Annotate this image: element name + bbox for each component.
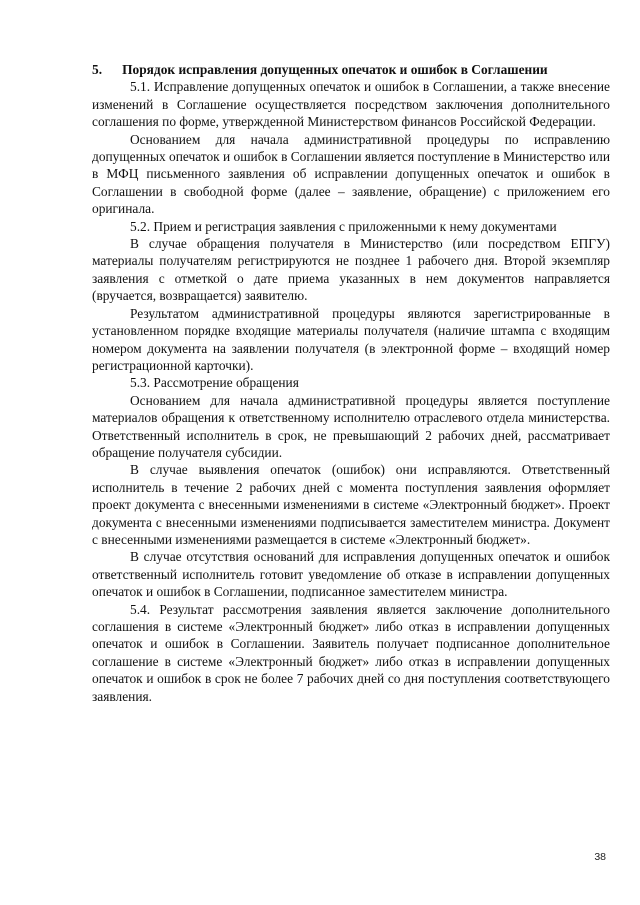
- paragraph-basis-start: Основанием для начала административной процедуры по исправлению допущенных опечаток и ошибок в Соглашении является поступление в Министерство или в МФЦ письменного заявления об исправлении допущенных опечаток и ошибок в Соглашении в свободной форме (далее – заявление, обращение) с приложением его оригинала.: [92, 131, 610, 217]
- paragraph-5-1: 5.1. Исправление допущенных опечаток и ошибок в Соглашении, а также внесение изменений в Соглашение осуществляется посредством заключения дополнительного соглашения по форме, утвержденной Министерством финансов Российской Федерации.: [92, 79, 610, 130]
- subheading-5-3: 5.3. Рассмотрение обращения: [130, 375, 299, 391]
- paragraph-refusal: В случае отсутствия оснований для исправления допущенных опечаток и ошибок ответственный исполнитель готовит уведомление об отказе в исправлении допущенных опечаток и ошибок в Соглашении, подписанное заместителем министра.: [92, 549, 610, 600]
- subheading-5-2: 5.2. Прием и регистрация заявления с приложенными к нему документами: [130, 218, 557, 234]
- page-number: 38: [594, 851, 606, 863]
- paragraph-registration-result: Результатом административной процедуры являются зарегистрированные в установленном порядке входящие материалы получателя (наличие штампа с входящим номером документа на заявлении получателя (в электронной форме – входящий номер регистрационной карточки).: [92, 305, 610, 373]
- section-heading: 5. Порядок исправления допущенных опечаток и ошибок в Соглашении: [92, 62, 548, 77]
- paragraph-review-basis: Основанием для начала административной процедуры является поступление материалов обращения к ответственному исполнителю отраслевого отдела министерства. Ответственный исполнитель в срок, не превышающий 2 рабочих дней, рассматривает обращение получателя субсидии.: [92, 392, 610, 460]
- paragraph-error-correction: В случае выявления опечаток (ошибок) они исправляются. Ответственный исполнитель в течение 2 рабочих дней с момента поступления заявления оформляет проект документа с внесенными изменениями в системе «Электронный бюджет». Проект документа с внесенными изменениями подписывается заместителем министра. Документ с внесенными изменениями размещается в системе «Электронный бюджет».: [92, 462, 610, 547]
- section-content: [92, 61, 610, 705]
- paragraph-5-4-result: 5.4. Результат рассмотрения заявления является заключение дополнительного соглашения в системе «Электронный бюджет» либо отказ в исправлении допущенных опечаток и ошибок в Соглашении. Заявитель получает подписанное дополнительное соглашение в системе «Электронный бюджет» либо отказ в исправлении допущенных опечаток и ошибок в срок не более 7 рабочих дней со дня поступления соответствующего заявления.: [92, 601, 610, 704]
- paragraph-registration: В случае обращения получателя в Министерство (или посредством ЕПГУ) материалы получателям регистрируются не позднее 1 рабочего дня. Второй экземпляр заявления с отметкой о дате приема указанных в нем документов направляется (вручается, возвращается) заявителю.: [92, 236, 610, 304]
